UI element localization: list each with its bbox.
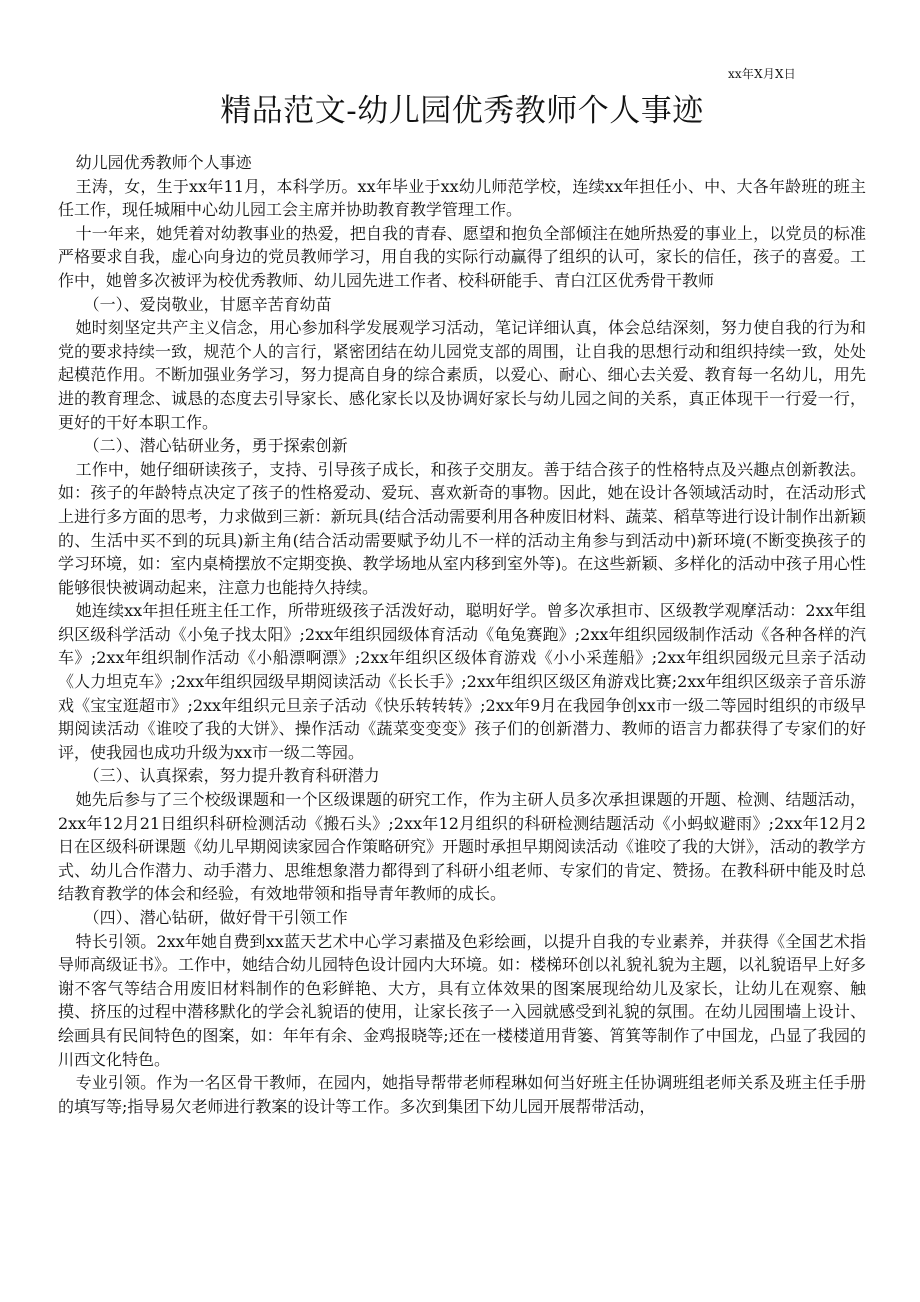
section-heading-4: （四）、潜心钻研，做好骨干引领工作 (83, 908, 348, 927)
document-date: xx年X月X日 (727, 67, 796, 81)
paragraph-profile: 王涛，女，生于xx年11月，本科学历。xx年毕业于xx幼儿师范学校，连续xx年担任小、中、大各年龄班的班主任工作，现任城厢中心幼儿园工会主席并协助教育教学管理工作。 (58, 176, 866, 220)
document-title: 精品范文-幼儿园优秀教师个人事迹 (220, 93, 704, 129)
paragraph-section-4a: 特长引领。2xx年她自费到xx蓝天艺术中心学习素描及色彩绘画，以提升自我的专业素养，并获得《全国艺术指导师高级证书》。工作中，她结合幼儿园特色设计园内大环境。如：楼梯环创以礼貌礼貌为主题，以礼貌语早上好多谢不客气等结合用废旧材料制作的色彩鲜艳、大方，具有立体效果的图案展现给幼儿及家长，让幼儿在观察、触摸、挤压的过程中潜移默化的学会礼貌语的使用，让家长孩子一入园就感受到礼貌的氛围。在幼儿园围墙上设计、绘画具有民间特色的图案，如：年年有余、金鸡报晓等;还在一楼楼道用背篓、筲箕等制作了中国龙，凸显了我园的川西文化特色。 (58, 931, 867, 1069)
paragraph-summary: 十一年来，她凭着对幼教事业的热爱，把自我的青春、愿望和抱负全部倾注在她所热爱的事业上，以党员的标准严格要求自我，虚心向身边的党员教师学习，用自我的实际行动赢得了组织的认可，家长的信任，孩子的喜爱。工作中，她曾多次被评为校优秀教师、幼儿园先进工作者、校科研能手、青白江区优秀骨干教师 (58, 223, 866, 290)
paragraph-section-4b: 专业引领。作为一名区骨干教师，在园内，她指导帮带老师程琳如何当好班主任协调班组老师关系及班主任手册的填写等;指导易欠老师进行教案的设计等工作。多次到集团下幼儿园开展帮带活动， (58, 1073, 866, 1116)
paragraph-section-3: 她先后参与了三个校级课题和一个区级课题的研究工作，作为主研人员多次承担课题的开题、检测、结题活动，2xx年12月21日组织科研检测活动《搬石头》;2xx年12月组织的科研检测结题活动《小蚂蚁避雨》;2xx年12月2日在区级科研课题《幼儿早期阅读家园合作策略研究》开题时承担早期阅读活动《谁咬了我的大饼》，活动的教学方式、幼儿合作潜力、动手潜力、思维想象潜力都得到了科研小组老师、专家们的肯定、赞扬。在教科研中能及时总结教育教学的体会和经验，有效地带领和指导青年教师的成长。 (58, 790, 867, 904)
paragraph-subtitle: 幼儿园优秀教师个人事迹 (75, 153, 252, 172)
section-heading-3: （三）、认真探索，努力提升教育科研潜力 (83, 766, 380, 786)
section-heading-1: （一）、爱岗敬业，甘愿辛苦育幼苗 (83, 294, 332, 314)
paragraph-section-2a: 工作中，她仔细研读孩子，支持、引导孩子成长，和孩子交朋友。善于结合孩子的性格特点及兴趣点创新教法。如：孩子的年龄特点决定了孩子的性格爱动、爱玩、喜欢新奇的事物。因此，她在设计各领域活动时，在活动形式上进行多方面的思考，力求做到三新：新玩具(结合活动需要利用各种废旧材料、蔬菜、稻草等进行设计制作出新颖的、生活中买不到的玩具)新主角(结合活动需要赋予幼儿不一样的活动主角参与到活动中)新环境(不断变换孩子的学习环境，如：室内桌椅摆放不定期变换、教学场地从室内移到室外等)。在这些新颖、多样化的活动中孩子用心性能够很快被调动起来，注意力也能持久持续。 (58, 459, 866, 597)
paragraph-section-1: 她时刻坚定共产主义信念，用心参加科学发展观学习活动，笔记详细认真，体会总结深刻，努力使自我的行为和党的要求持续一致，规范个人的言行，紧密团结在幼儿园党支部的周围，让自我的思想行动和组织持续一致，处处起模范作用。不断加强业务学习，努力提高自身的综合素质，以爱心、耐心、细心去关爱、教育每一名幼儿，用先进的教育理念、诚恳的态度去引导家长、感化家长以及协调好家长与幼儿园之间的关系，真正体现干一行爱一行，更好的干好本职工作。 (58, 318, 866, 432)
paragraph-section-2b: 她连续xx年担任班主任工作，所带班级孩子活泼好动，聪明好学。曾多次承担市、区级教学观摩活动：2xx年组织区级科学活动《小兔子找太阳》;2xx年组织园级体育活动《龟兔赛跑》;2xx年组织园级制作活动《各种各样的汽车》;2xx年组织制作活动《小船漂啊漂》;2xx年组织区级体育游戏《小小采莲船》;2xx年组织园级元旦亲子活动《人力坦克车》;2xx年组织园级早期阅读活动《长长手》;2xx年组织区级区角游戏比赛;2xx年组织区级亲子音乐游戏《宝宝逛超市》;2xx年组织元旦亲子活动《快乐转转转》;2xx年9月在我园争创xx市一级二等园时组织的市级早期阅读活动《谁咬了我的大饼》、操作活动《蔬菜变变变》孩子们的创新潜力、教师的语言力都获得了专家们的好评，使我园也成功升级为xx市一级二等园。 (58, 601, 866, 762)
document-body (58, 151, 866, 1118)
section-heading-2: （二）、潜心钻研业务，勇于探索创新 (83, 436, 348, 456)
